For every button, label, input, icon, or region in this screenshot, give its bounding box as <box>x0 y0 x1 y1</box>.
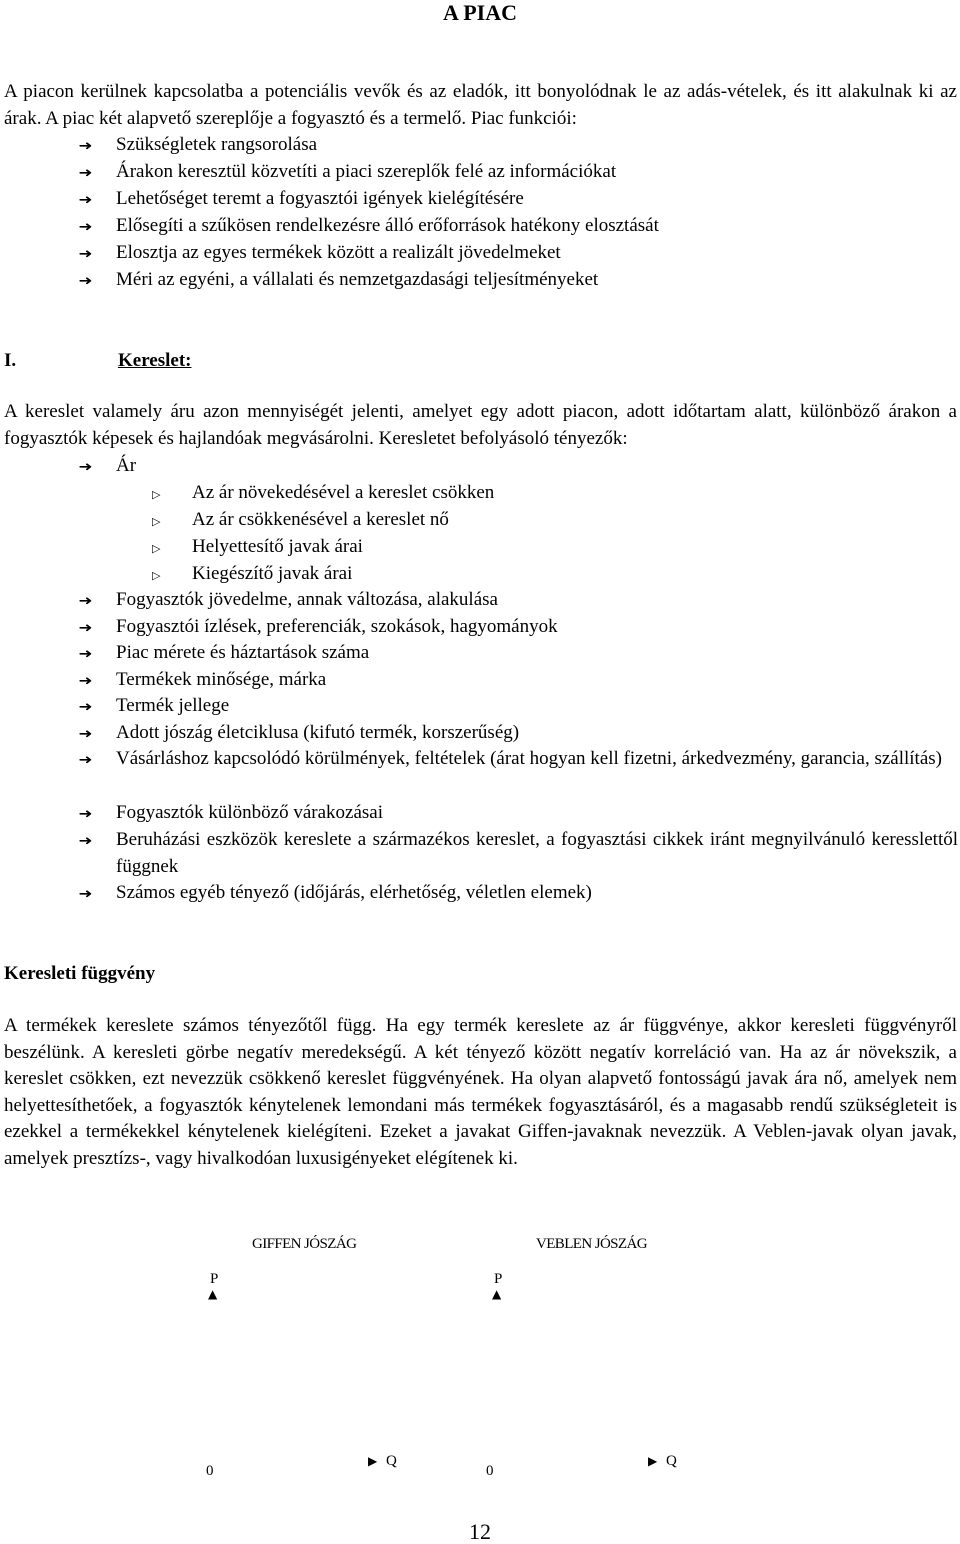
y-axis-arrow-icon: ▲ <box>492 1287 502 1301</box>
demand-function-paragraph: A termékek kereslete számos tényezőtől függ. Ha egy termék kereslete az ár függvénye, akkor keresleti függvényről beszélünk. A keresleti görbe negatív meredekségű. A két tényező között negatív korreláció van. Ha az ár növekszik, a kereslet csökken, ezt nevezzük csökkenő kereslet függvényének. Ha olyan alapvető fontosságú javak ára nő, amelyek nem helyettesíthetőek, a fogyasztók kénytelenek lemondani más termékek fogyasztásáról, és a magasabb rendű szükségleteit is ezekkel a termékekkel kénytelenek kielégíteni. Ezeket a javakat Giffen-javaknak nevezzük. A Veblen-javak olyan javak, amelyek presztízs-, vagy hivalkodóan luxusigényeket elégítenek ki. <box>4 1015 957 1169</box>
page-number: 12 <box>469 1519 491 1544</box>
page-title: A PIAC <box>443 0 517 25</box>
giffen-y-axis-label: P <box>210 1271 219 1287</box>
arrow-bullet-icon: ➜ <box>78 887 93 902</box>
triangle-bullet-icon: ▷ <box>152 488 161 501</box>
veblen-y-axis-label: P <box>494 1271 503 1287</box>
y-axis-arrow-icon: ▲ <box>208 1287 218 1301</box>
arrow-bullet-icon: ➜ <box>78 220 93 235</box>
arrow-bullet-icon: ➜ <box>78 621 93 636</box>
arrow-bullet-icon: ➜ <box>78 166 93 181</box>
arrow-bullet-icon: ➜ <box>78 647 93 662</box>
intro-paragraph: A piacon kerülnek kapcsolatba a potenciális vevők és az eladók, itt bonyolódnak le az adás-vételek, és itt alakulnak ki az árak. A piac két alapvető szereplője a fogyasztó és a termelő. Piac funkciói: <box>4 81 957 129</box>
triangle-bullet-icon: ▷ <box>152 515 161 528</box>
arrow-bullet-icon: ➜ <box>78 247 93 262</box>
arrow-bullet-icon: ➜ <box>78 674 93 689</box>
x-axis-arrow-icon: ▶ <box>648 1454 658 1468</box>
arrow-bullet-icon: ➜ <box>78 807 93 822</box>
section-heading-kereslet: I. Kereslet: <box>4 350 192 371</box>
arrow-bullet-icon: ➜ <box>78 700 93 715</box>
giffen-graph-title: GIFFEN JÓSZÁG <box>252 1236 357 1252</box>
arrow-bullet-icon: ➜ <box>78 193 93 208</box>
arrow-bullet-icon: ➜ <box>78 834 93 849</box>
giffen-x-axis-label: Q <box>386 1453 397 1469</box>
section-heading-keresleti-fuggveny: Keresleti függvény <box>4 963 156 984</box>
triangle-bullet-icon: ▷ <box>152 542 161 555</box>
veblen-graph-title: VEBLEN JÓSZÁG <box>536 1236 647 1252</box>
arrow-bullet-icon: ➜ <box>78 753 93 768</box>
arrow-bullet-icon: ➜ <box>78 594 93 609</box>
triangle-bullet-icon: ▷ <box>152 569 161 582</box>
demand-paragraph: A kereslet valamely áru azon mennyiségét jelenti, amelyet egy adott piacon, adott időtartam alatt, különböző árakon a fogyasztók képesek és hajlandóak megvásárolni. Keresletet befolyásoló tényezők: <box>4 401 957 449</box>
veblen-origin-label: 0 <box>486 1463 494 1479</box>
x-axis-arrow-icon: ▶ <box>368 1454 378 1468</box>
arrow-bullet-icon: ➜ <box>78 727 93 742</box>
arrow-bullet-icon: ➜ <box>78 460 93 475</box>
veblen-x-axis-label: Q <box>666 1453 677 1469</box>
arrow-bullet-icon: ➜ <box>78 274 93 289</box>
arrow-bullet-icon: ➜ <box>78 139 93 154</box>
giffen-origin-label: 0 <box>206 1463 214 1479</box>
